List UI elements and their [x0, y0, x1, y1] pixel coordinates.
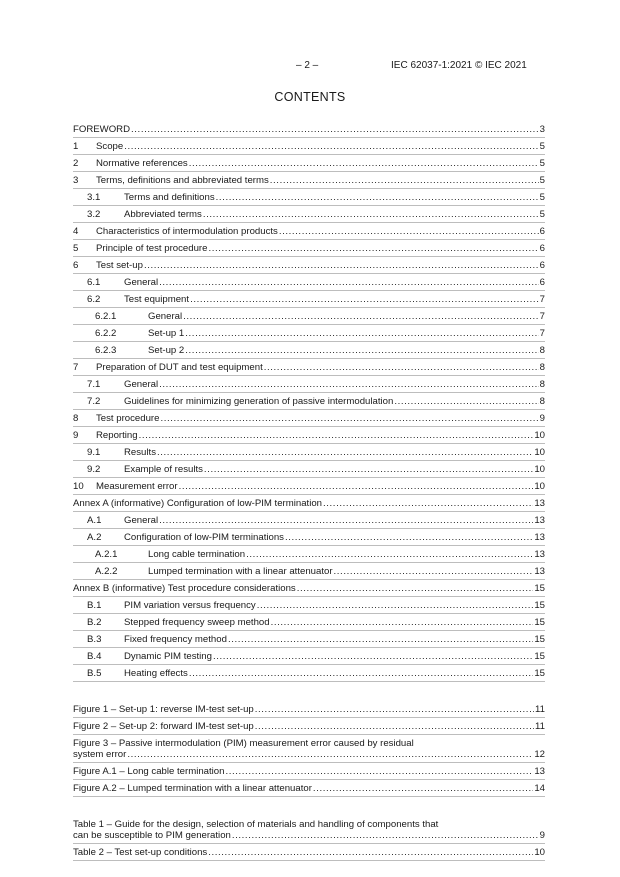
toc-entry-title-line1: Table 1 – Guide for the design, selection of materials and handling of components that: [73, 819, 439, 830]
toc-entry[interactable]: [73, 226, 545, 237]
row-divider: [73, 545, 545, 546]
toc-entry-page: 15: [534, 651, 545, 662]
toc-entry-page: 10: [534, 481, 545, 492]
leader-dots: [271, 617, 534, 628]
row-divider: [73, 341, 545, 342]
leader-dots: [189, 668, 534, 679]
toc-entry-page: 11: [535, 721, 545, 732]
toc-entry-number: A.2.2: [95, 566, 118, 577]
toc-entry[interactable]: [73, 651, 545, 662]
leader-dots: [159, 515, 533, 526]
leader-dots: [313, 783, 533, 794]
toc-entry-number: 9: [73, 430, 79, 441]
toc-entry-title: Terms, definitions and abbreviated terms: [96, 175, 269, 186]
leader-dots: [323, 498, 533, 509]
toc-entry-page: 10: [534, 847, 545, 858]
row-divider: [73, 205, 545, 206]
toc-entry-title: Guidelines for minimizing generation of passive intermodulation: [124, 396, 394, 407]
toc-entry[interactable]: [73, 124, 545, 135]
leader-dots: [157, 447, 533, 458]
toc-entry-title: General: [124, 379, 159, 390]
toc-entry[interactable]: [73, 583, 545, 594]
toc-entry[interactable]: [73, 311, 545, 322]
leader-dots: [257, 600, 534, 611]
toc-entry-title-line1: Figure 3 – Passive intermodulation (PIM) measurement error caused by residual: [73, 738, 414, 749]
toc-entry-title: General: [148, 311, 183, 322]
toc-entry-number: 8: [73, 413, 79, 424]
row-divider: [73, 375, 545, 376]
toc-entry-title: Lumped termination with a linear attenuator: [148, 566, 333, 577]
toc-entry-page: 13: [534, 566, 545, 577]
toc-entry[interactable]: [73, 515, 545, 526]
row-divider: [73, 613, 545, 614]
toc-entry[interactable]: [73, 379, 545, 390]
toc-entry[interactable]: [73, 328, 545, 339]
toc-entry-title: PIM variation versus frequency: [124, 600, 256, 611]
row-divider: [73, 762, 545, 763]
toc-entry[interactable]: [73, 600, 545, 611]
leader-dots: [159, 379, 539, 390]
toc-entry[interactable]: [73, 192, 545, 203]
leader-dots: [270, 175, 539, 186]
leader-dots: [124, 141, 538, 152]
toc-entry-title: Set-up 2: [148, 345, 185, 356]
row-divider: [73, 409, 545, 410]
toc-entry-number: 9.1: [87, 447, 101, 458]
toc-entry-number: B.3: [87, 634, 102, 645]
leader-dots: [179, 481, 534, 492]
leader-dots: [208, 243, 538, 254]
toc-entry-title: Annex B (informative) Test procedure considerations: [73, 583, 296, 594]
toc-entry-number: A.2.1: [95, 549, 118, 560]
toc-entry[interactable]: [73, 549, 545, 560]
leader-dots: [183, 311, 539, 322]
row-divider: [73, 426, 545, 427]
row-divider: [73, 630, 545, 631]
toc-entry-number: 2: [73, 158, 79, 169]
row-divider: [73, 528, 545, 529]
toc-entry-number: 6.2.2: [95, 328, 117, 339]
toc-entry-title: Abbreviated terms: [124, 209, 202, 220]
toc-entry-page: 15: [534, 600, 545, 611]
row-divider: [73, 494, 545, 495]
toc-entry-title: Test procedure: [96, 413, 160, 424]
toc-entry-page: 8: [539, 345, 545, 356]
leader-dots: [159, 277, 539, 288]
toc-entry-page: 6: [539, 243, 545, 254]
leader-dots: [185, 345, 538, 356]
toc-entry[interactable]: [73, 668, 545, 679]
leader-dots: [297, 583, 534, 594]
toc-entry-title: Annex A (informative) Configuration of low-PIM termination: [73, 498, 323, 509]
leader-dots: [255, 721, 534, 732]
toc-entry-page: 15: [534, 668, 545, 679]
toc-entry-page: 6: [539, 226, 545, 237]
leader-dots: [255, 704, 534, 715]
toc-entry-title: Figure A.2 – Lumped termination with a linear attenuator: [73, 783, 312, 794]
toc-entry-number: B.4: [87, 651, 102, 662]
toc-entry[interactable]: [73, 243, 545, 254]
toc-entry[interactable]: [73, 783, 545, 794]
toc-entry[interactable]: [73, 498, 545, 509]
toc-entry[interactable]: [73, 464, 545, 475]
leader-dots: [225, 766, 533, 777]
page-title: CONTENTS: [274, 90, 346, 104]
leader-dots: [216, 192, 539, 203]
toc-entry-number: A.2: [87, 532, 102, 543]
toc-entry-number: B.1: [87, 600, 102, 611]
toc-entry-page: 5: [539, 175, 545, 186]
toc-entry[interactable]: [73, 175, 545, 186]
toc-entry-number: 7: [73, 362, 79, 373]
page-header-number: – 2 –: [296, 60, 319, 71]
row-divider: [73, 154, 545, 155]
toc-entry[interactable]: [73, 294, 545, 305]
toc-entry-page: 7: [539, 311, 545, 322]
leader-dots: [160, 413, 538, 424]
row-divider: [73, 664, 545, 665]
row-divider: [73, 290, 545, 291]
toc-entry-number: B.5: [87, 668, 102, 679]
page-header-reference: IEC 62037-1:2021 © IEC 2021: [391, 60, 527, 71]
toc-entry-title: Figure 1 – Set-up 1: reverse IM-test set-up: [73, 704, 254, 715]
toc-entry-title: system error: [73, 749, 127, 760]
toc-entry[interactable]: [73, 277, 545, 288]
toc-entry[interactable]: [73, 447, 545, 458]
leader-dots: [203, 209, 539, 220]
toc-entry-number: 6.2.1: [95, 311, 117, 322]
toc-entry-number: A.1: [87, 515, 102, 526]
toc-entry-title: Principle of test procedure: [96, 243, 208, 254]
toc-entry-title: Test equipment: [124, 294, 190, 305]
toc-entry-title: FOREWORD: [73, 124, 131, 135]
row-divider: [73, 562, 545, 563]
row-divider: [73, 307, 545, 308]
toc-entry-page: 10: [534, 430, 545, 441]
leader-dots: [285, 532, 533, 543]
leader-dots: [334, 566, 534, 577]
toc-entry-page: 8: [539, 396, 545, 407]
row-divider: [73, 222, 545, 223]
toc-entry[interactable]: [73, 766, 545, 777]
toc-entry-page: 5: [539, 158, 545, 169]
toc-entry-title: Reporting: [96, 430, 138, 441]
toc-entry[interactable]: [73, 847, 545, 858]
leader-dots: [208, 847, 533, 858]
toc-entry[interactable]: [73, 830, 545, 841]
row-divider: [73, 239, 545, 240]
toc-entry-page: 5: [539, 209, 545, 220]
toc-entry[interactable]: [73, 260, 545, 271]
row-divider: [73, 843, 545, 844]
toc-entry-number: 6.2: [87, 294, 101, 305]
toc-entry[interactable]: [73, 634, 545, 645]
toc-entry-page: 8: [539, 362, 545, 373]
row-divider: [73, 188, 545, 189]
toc-entry-title: Configuration of low-PIM terminations: [124, 532, 284, 543]
leader-dots: [232, 830, 539, 841]
toc-entry-title: Stepped frequency sweep method: [124, 617, 270, 628]
row-divider: [73, 734, 545, 735]
toc-entry[interactable]: [73, 158, 545, 169]
row-divider: [73, 273, 545, 274]
toc-entry-page: 5: [539, 141, 545, 152]
row-divider: [73, 717, 545, 718]
toc-entry-page: 11: [535, 704, 545, 715]
row-divider: [73, 460, 545, 461]
toc-entry-number: 1: [73, 141, 79, 152]
toc-entry-page: 6: [539, 260, 545, 271]
toc-entry[interactable]: [73, 481, 545, 492]
toc-entry-page: 13: [534, 549, 545, 560]
toc-entry-number: 7.1: [87, 379, 101, 390]
row-divider: [73, 579, 545, 580]
toc-entry-title: Table 2 – Test set-up conditions: [73, 847, 208, 858]
toc-entry[interactable]: [73, 396, 545, 407]
leader-dots: [185, 328, 538, 339]
row-divider: [73, 392, 545, 393]
toc-entry-page: 6: [539, 277, 545, 288]
toc-entry[interactable]: [73, 749, 545, 760]
toc-entry-title: Measurement error: [96, 481, 178, 492]
toc-entry-title: Dynamic PIM testing: [124, 651, 212, 662]
row-divider: [73, 443, 545, 444]
leader-dots: [228, 634, 533, 645]
toc-entry-page: 13: [534, 766, 545, 777]
toc-entry-page: 9: [539, 413, 545, 424]
toc-entry-page: 12: [534, 749, 545, 760]
toc-entry-page: 7: [539, 294, 545, 305]
toc-entry[interactable]: [73, 704, 545, 715]
toc-entry-page: 15: [534, 617, 545, 628]
leader-dots: [139, 430, 534, 441]
row-divider: [73, 681, 545, 682]
leader-dots: [213, 651, 533, 662]
toc-entry-page: 10: [534, 464, 545, 475]
toc-entry[interactable]: [73, 345, 545, 356]
toc-entry[interactable]: [73, 566, 545, 577]
toc-entry-page: 9: [539, 830, 545, 841]
toc-entry[interactable]: [73, 413, 545, 424]
toc-entry-page: 15: [534, 634, 545, 645]
toc-entry-title: can be susceptible to PIM generation: [73, 830, 231, 841]
toc-entry-number: 5: [73, 243, 79, 254]
toc-entry-page: 8: [539, 379, 545, 390]
toc-entry-page: 13: [534, 498, 545, 509]
toc-entry-page: 3: [539, 124, 545, 135]
toc-entry[interactable]: [73, 617, 545, 628]
toc-entry-page: 15: [534, 583, 545, 594]
leader-dots: [189, 158, 539, 169]
toc-entry-number: B.2: [87, 617, 102, 628]
leader-dots: [131, 124, 539, 135]
leader-dots: [127, 749, 533, 760]
toc-entry-number: 3: [73, 175, 79, 186]
row-divider: [73, 171, 545, 172]
toc-entry-page: 5: [539, 192, 545, 203]
toc-entry-title: Preparation of DUT and test equipment: [96, 362, 263, 373]
toc-entry[interactable]: [73, 141, 545, 152]
leader-dots: [394, 396, 538, 407]
row-divider: [73, 256, 545, 257]
row-divider: [73, 477, 545, 478]
toc-entry-number: 7.2: [87, 396, 101, 407]
leader-dots: [279, 226, 539, 237]
toc-entry-title: Figure A.1 – Long cable termination: [73, 766, 225, 777]
toc-entry-title: Long cable termination: [148, 549, 246, 560]
toc-entry-number: 10: [73, 481, 84, 492]
toc-entry-number: 4: [73, 226, 79, 237]
toc-entry-title: Heating effects: [124, 668, 188, 679]
toc-entry[interactable]: [73, 362, 545, 373]
leader-dots: [144, 260, 539, 271]
toc-entry-page: 7: [539, 328, 545, 339]
row-divider: [73, 796, 545, 797]
toc-entry-title: Terms and definitions: [124, 192, 215, 203]
toc-entry-title: Test set-up: [96, 260, 143, 271]
toc-entry-title: Scope: [96, 141, 124, 152]
toc-entry-page: 13: [534, 515, 545, 526]
row-divider: [73, 596, 545, 597]
toc-entry-number: 6: [73, 260, 79, 271]
row-divider: [73, 511, 545, 512]
leader-dots: [246, 549, 533, 560]
toc-entry-page: 13: [534, 532, 545, 543]
toc-entry[interactable]: [73, 532, 545, 543]
toc-entry-title: Normative references: [96, 158, 188, 169]
toc-entry[interactable]: [73, 721, 545, 732]
toc-entry-number: 6.1: [87, 277, 101, 288]
row-divider: [73, 324, 545, 325]
toc-entry-title: Characteristics of intermodulation products: [96, 226, 278, 237]
leader-dots: [190, 294, 539, 305]
row-divider: [73, 779, 545, 780]
toc-entry-title: Results: [124, 447, 156, 458]
toc-entry-page: 10: [534, 447, 545, 458]
toc-entry-title: Fixed frequency method: [124, 634, 227, 645]
row-divider: [73, 137, 545, 138]
leader-dots: [204, 464, 533, 475]
toc-entry[interactable]: [73, 209, 545, 220]
toc-entry-title: Figure 2 – Set-up 2: forward IM-test set-up: [73, 721, 254, 732]
toc-entry-page: 14: [534, 783, 545, 794]
row-divider: [73, 647, 545, 648]
toc-entry-title: General: [124, 515, 159, 526]
toc-entry-title: Example of results: [124, 464, 203, 475]
toc-entry[interactable]: [73, 430, 545, 441]
toc-entry-title: General: [124, 277, 159, 288]
toc-entry-number: 9.2: [87, 464, 101, 475]
toc-entry-number: 6.2.3: [95, 345, 117, 356]
toc-entry-number: 3.2: [87, 209, 101, 220]
toc-entry-title: Set-up 1: [148, 328, 185, 339]
row-divider: [73, 358, 545, 359]
row-divider: [73, 860, 545, 861]
leader-dots: [264, 362, 539, 373]
toc-entry-number: 3.1: [87, 192, 101, 203]
